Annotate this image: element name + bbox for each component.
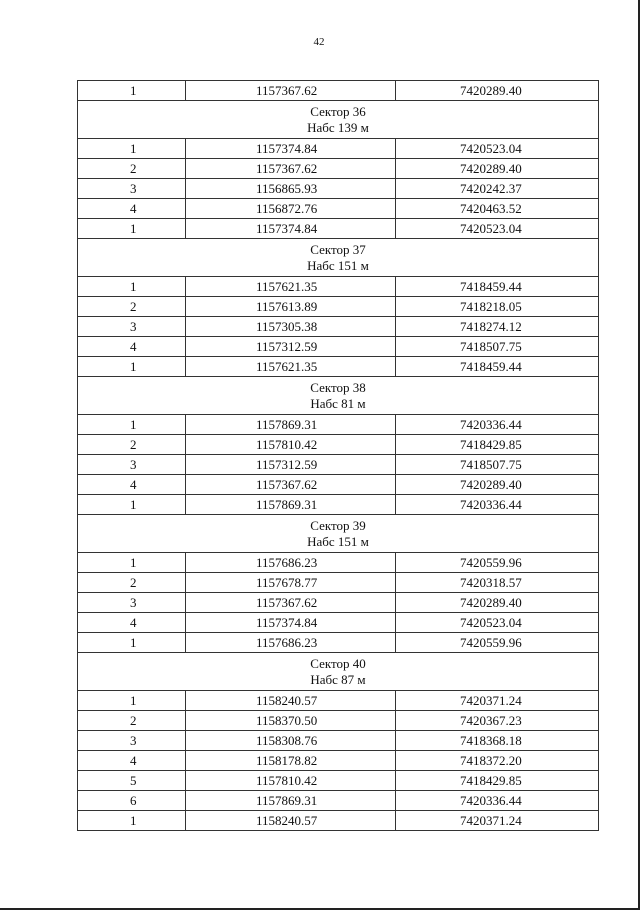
point-number-cell: 1	[78, 415, 186, 435]
sector-header-row	[78, 515, 599, 553]
table-row	[78, 455, 599, 475]
y-coordinate-cell: 7420289.40	[396, 81, 599, 101]
y-coordinate-cell: 7420523.04	[396, 219, 599, 239]
table-row	[78, 633, 599, 653]
table-row	[78, 495, 599, 515]
point-number-cell: 2	[78, 297, 186, 317]
sector-header-row	[78, 653, 599, 691]
y-coordinate-cell: 7420367.23	[396, 711, 599, 731]
table-row	[78, 691, 599, 711]
y-coordinate-cell: 7420336.44	[396, 495, 599, 515]
x-coordinate-cell: 1157621.35	[186, 277, 396, 297]
coordinates-table-body	[78, 81, 599, 831]
point-number-cell: 4	[78, 199, 186, 219]
point-number-cell: 3	[78, 317, 186, 337]
sector-header-cell	[78, 377, 599, 415]
y-coordinate-cell: 7420318.57	[396, 573, 599, 593]
coordinates-table	[77, 80, 599, 831]
x-coordinate-cell: 1157305.38	[186, 317, 396, 337]
x-coordinate-cell: 1157367.62	[186, 475, 396, 495]
x-coordinate-cell: 1157613.89	[186, 297, 396, 317]
y-coordinate-cell: 7418507.75	[396, 337, 599, 357]
point-number-cell: 3	[78, 593, 186, 613]
table-row	[78, 415, 599, 435]
y-coordinate-cell: 7420371.24	[396, 691, 599, 711]
sector-elevation: Набс 87 м	[310, 672, 366, 687]
y-coordinate-cell: 7418218.05	[396, 297, 599, 317]
page-number: 42	[313, 36, 325, 48]
y-coordinate-cell: 7420336.44	[396, 415, 599, 435]
sector-header-row	[78, 239, 599, 277]
point-number-cell: 4	[78, 475, 186, 495]
y-coordinate-cell: 7420336.44	[396, 791, 599, 811]
x-coordinate-cell: 1156872.76	[186, 199, 396, 219]
table-row	[78, 357, 599, 377]
point-number-cell: 2	[78, 435, 186, 455]
y-coordinate-cell: 7418372.20	[396, 751, 599, 771]
sector-header-row	[78, 101, 599, 139]
x-coordinate-cell: 1158308.76	[186, 731, 396, 751]
table-row	[78, 811, 599, 831]
sector-elevation: Набс 151 м	[307, 534, 369, 549]
table-row	[78, 711, 599, 731]
x-coordinate-cell: 1157374.84	[186, 613, 396, 633]
y-coordinate-cell: 7418507.75	[396, 455, 599, 475]
x-coordinate-cell: 1157686.23	[186, 553, 396, 573]
y-coordinate-cell: 7420289.40	[396, 593, 599, 613]
point-number-cell: 4	[78, 751, 186, 771]
point-number-cell: 1	[78, 81, 186, 101]
table-row	[78, 139, 599, 159]
y-coordinate-cell: 7418274.12	[396, 317, 599, 337]
table-row	[78, 553, 599, 573]
y-coordinate-cell: 7420463.52	[396, 199, 599, 219]
table-row	[78, 317, 599, 337]
point-number-cell: 2	[78, 573, 186, 593]
y-coordinate-cell: 7420523.04	[396, 139, 599, 159]
sector-header-cell	[78, 515, 599, 553]
sector-title: Сектор 37	[310, 242, 366, 257]
point-number-cell: 1	[78, 495, 186, 515]
x-coordinate-cell: 1158370.50	[186, 711, 396, 731]
point-number-cell: 1	[78, 811, 186, 831]
table-row	[78, 613, 599, 633]
point-number-cell: 3	[78, 179, 186, 199]
x-coordinate-cell: 1157374.84	[186, 139, 396, 159]
x-coordinate-cell: 1157621.35	[186, 357, 396, 377]
table-row	[78, 731, 599, 751]
sector-title: Сектор 40	[310, 656, 366, 671]
sector-title: Сектор 39	[310, 518, 366, 533]
point-number-cell: 4	[78, 337, 186, 357]
table-row	[78, 81, 599, 101]
table-row	[78, 435, 599, 455]
table-row	[78, 159, 599, 179]
point-number-cell: 3	[78, 731, 186, 751]
x-coordinate-cell: 1157312.59	[186, 455, 396, 475]
x-coordinate-cell: 1158178.82	[186, 751, 396, 771]
table-row	[78, 573, 599, 593]
table-row	[78, 199, 599, 219]
table-row	[78, 791, 599, 811]
y-coordinate-cell: 7418368.18	[396, 731, 599, 751]
y-coordinate-cell: 7420559.96	[396, 553, 599, 573]
x-coordinate-cell: 1157869.31	[186, 415, 396, 435]
y-coordinate-cell: 7418459.44	[396, 357, 599, 377]
point-number-cell: 1	[78, 219, 186, 239]
table-row	[78, 337, 599, 357]
point-number-cell: 1	[78, 357, 186, 377]
table-row	[78, 297, 599, 317]
y-coordinate-cell: 7418429.85	[396, 435, 599, 455]
table-row	[78, 219, 599, 239]
x-coordinate-cell: 1157810.42	[186, 435, 396, 455]
point-number-cell: 1	[78, 553, 186, 573]
y-coordinate-cell: 7420242.37	[396, 179, 599, 199]
x-coordinate-cell: 1157869.31	[186, 791, 396, 811]
table-row	[78, 179, 599, 199]
sector-header-cell	[78, 101, 599, 139]
x-coordinate-cell: 1156865.93	[186, 179, 396, 199]
sector-header-cell	[78, 653, 599, 691]
x-coordinate-cell: 1157367.62	[186, 159, 396, 179]
sector-header-row	[78, 377, 599, 415]
y-coordinate-cell: 7420523.04	[396, 613, 599, 633]
point-number-cell: 6	[78, 791, 186, 811]
point-number-cell: 3	[78, 455, 186, 475]
table-row	[78, 771, 599, 791]
sector-header-cell	[78, 239, 599, 277]
x-coordinate-cell: 1157678.77	[186, 573, 396, 593]
x-coordinate-cell: 1157869.31	[186, 495, 396, 515]
point-number-cell: 2	[78, 711, 186, 731]
point-number-cell: 1	[78, 139, 186, 159]
sector-elevation: Набс 139 м	[307, 120, 369, 135]
y-coordinate-cell: 7420371.24	[396, 811, 599, 831]
y-coordinate-cell: 7420559.96	[396, 633, 599, 653]
y-coordinate-cell: 7420289.40	[396, 159, 599, 179]
point-number-cell: 1	[78, 691, 186, 711]
point-number-cell: 4	[78, 613, 186, 633]
x-coordinate-cell: 1158240.57	[186, 811, 396, 831]
table-row	[78, 593, 599, 613]
sector-title: Сектор 38	[310, 380, 366, 395]
y-coordinate-cell: 7418459.44	[396, 277, 599, 297]
x-coordinate-cell: 1157374.84	[186, 219, 396, 239]
point-number-cell: 5	[78, 771, 186, 791]
y-coordinate-cell: 7420289.40	[396, 475, 599, 495]
sector-title: Сектор 36	[310, 104, 366, 119]
point-number-cell: 2	[78, 159, 186, 179]
table-row	[78, 475, 599, 495]
y-coordinate-cell: 7418429.85	[396, 771, 599, 791]
x-coordinate-cell: 1157686.23	[186, 633, 396, 653]
x-coordinate-cell: 1157810.42	[186, 771, 396, 791]
x-coordinate-cell: 1157312.59	[186, 337, 396, 357]
sector-elevation: Набс 151 м	[307, 258, 369, 273]
point-number-cell: 1	[78, 277, 186, 297]
table-row	[78, 277, 599, 297]
x-coordinate-cell: 1157367.62	[186, 593, 396, 613]
x-coordinate-cell: 1157367.62	[186, 81, 396, 101]
table-row	[78, 751, 599, 771]
sector-elevation: Набс 81 м	[310, 396, 366, 411]
point-number-cell: 1	[78, 633, 186, 653]
x-coordinate-cell: 1158240.57	[186, 691, 396, 711]
